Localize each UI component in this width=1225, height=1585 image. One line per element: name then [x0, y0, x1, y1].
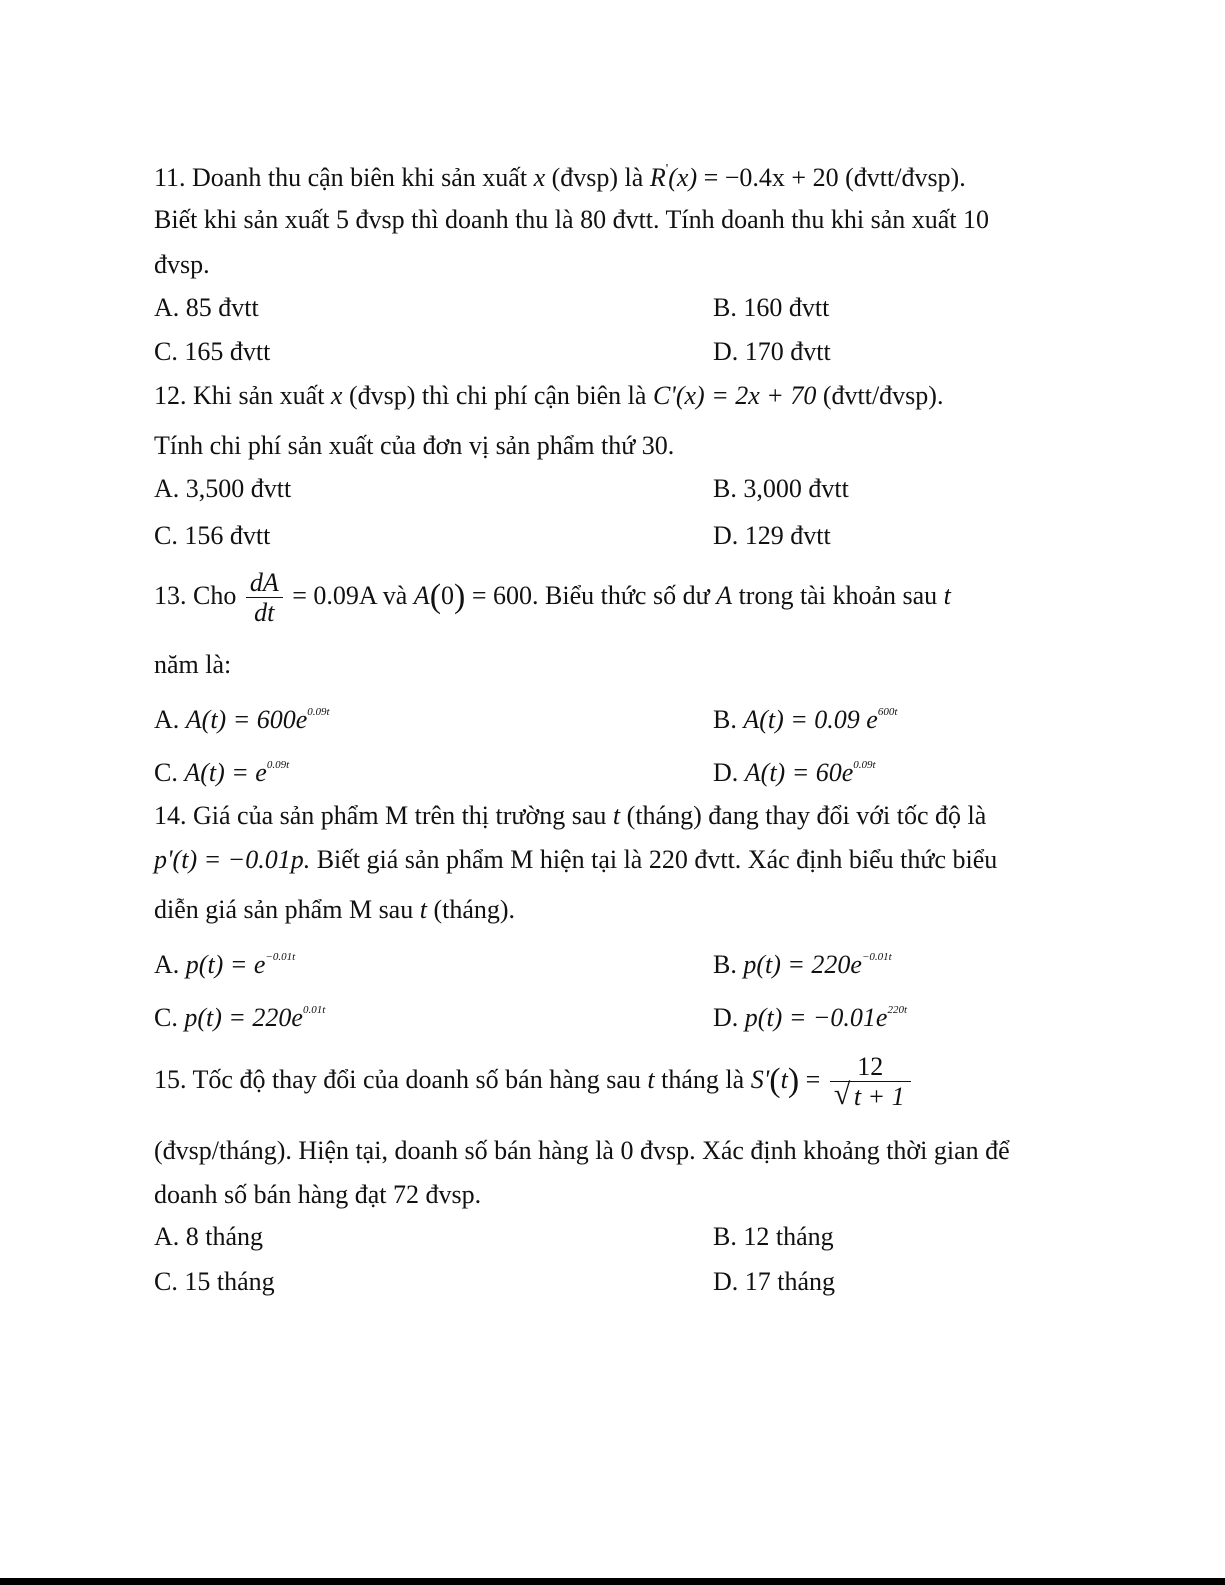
q11-formula-unit: (đvtt/đvsp).: [845, 163, 966, 192]
q13-b-exp: 600t: [877, 706, 898, 718]
q13-b-expr: A(t) = 0.09 e: [743, 705, 878, 734]
q12-stem-line1: [154, 380, 943, 412]
q13-option-b[interactable]: [713, 696, 897, 736]
q13-a-exp: 0.09t: [307, 706, 330, 718]
q13-fraction: [246, 569, 283, 628]
q13-var-A: A: [716, 581, 733, 610]
q11-unit: (đvsp) là: [551, 163, 644, 192]
q14-b-expr: p(t) = 220e: [743, 950, 862, 979]
q12-option-d[interactable]: D. 129 đvtt: [713, 521, 831, 550]
q15-stem-line1: 15. Tốc độ thay đổi của doanh số bán hàng sau t tháng là S'(t) = 12 √ t + 1: [154, 1048, 914, 1113]
q13-option-d[interactable]: [713, 749, 876, 789]
q11-stem-line3: đvsp.: [154, 250, 210, 279]
q13-c-expr: A(t) = e: [184, 758, 267, 787]
q14-text-b: (tháng) đang thay đổi với tốc độ là: [626, 801, 987, 830]
q14-d-label: D.: [713, 1003, 739, 1032]
q13-b-label: B.: [713, 705, 737, 734]
q11-option-c[interactable]: C. 165 đvtt: [154, 337, 271, 366]
q12-var-x: x: [330, 381, 343, 410]
q15-option-d[interactable]: D. 17 tháng: [713, 1267, 836, 1296]
q12-option-c[interactable]: C. 156 đvtt: [154, 521, 271, 550]
q12-formula: C'(x) = 2x + 70: [652, 381, 817, 410]
q15-option-a[interactable]: A. 8 tháng: [154, 1222, 264, 1251]
q14-formula: p'(t) = −0.01p.: [154, 845, 311, 874]
q13-a-label: A.: [154, 705, 180, 734]
q14-c-expr: p(t) = 220e: [184, 1003, 303, 1032]
q14-b-label: B.: [713, 950, 737, 979]
q12-text-b: (đvsp) thì chi phí cận biên là: [348, 381, 647, 410]
q14-stem-line3: [154, 894, 515, 926]
q14-stem-line2: [154, 844, 997, 876]
q11-formula-prime: ': [665, 162, 669, 177]
q14-text-a: 14. Giá của sản phẩm M trên thị trường sau: [154, 801, 607, 830]
q14-text-line3b: (tháng).: [433, 895, 516, 924]
q14-c-exp: 0.01t: [302, 1004, 326, 1016]
q13-var-t: t: [943, 581, 951, 610]
q14-stem-line1: [154, 800, 986, 832]
q13-option-a[interactable]: [154, 696, 330, 736]
q13-option-c[interactable]: [154, 749, 289, 789]
q12-text-a: 12. Khi sản xuất: [154, 381, 325, 410]
q15-option-c[interactable]: C. 15 tháng: [154, 1267, 275, 1296]
q14-option-a[interactable]: [154, 941, 295, 981]
q13-stem-line1: 13. Cho $\frac{dA}{dt}$ = 0.09A và A(0) = 600. Biểu thức số dư A trong tài khoản sau t: [154, 567, 951, 627]
q11-var-x: x: [533, 163, 546, 192]
sqrt-icon: √: [833, 1077, 851, 1111]
q11-stem-line1: [154, 154, 966, 194]
q15-fn: S': [750, 1065, 770, 1094]
q12-option-a[interactable]: A. 3,500 đvtt: [154, 474, 292, 503]
q15-stem-line3: doanh số bán hàng đạt 72 đvsp.: [154, 1180, 482, 1209]
q12-unit: (đvtt/đvsp).: [822, 381, 944, 410]
q15-text-a: 15. Tốc độ thay đổi của doanh số bán hàng sau: [154, 1065, 641, 1094]
q13-prefix: 13. Cho: [154, 581, 237, 610]
q12-stem-line2: Tính chi phí sản xuất của đơn vị sản phẩm thứ 30.: [154, 431, 675, 460]
q14-var-t-2: t: [419, 895, 427, 924]
q15-stem-line2: (đvsp/tháng). Hiện tại, doanh số bán hàng là 0 đvsp. Xác định khoảng thời gian để: [154, 1136, 1010, 1165]
q13-and: và: [382, 581, 408, 610]
q13-d-exp: 0.09t: [853, 759, 876, 771]
q14-option-d[interactable]: [713, 994, 907, 1034]
q14-c-label: C.: [154, 1003, 178, 1032]
q15-sqrt-content: t + 1: [853, 1081, 905, 1111]
q14-a-label: A.: [154, 950, 180, 979]
q14-d-expr: p(t) = −0.01e: [744, 1003, 888, 1032]
q11-formula-fn: R: [649, 163, 666, 192]
q15-frac-num: 12: [857, 1051, 884, 1081]
q14-text-line2: Biết giá sản phẩm M hiện tại là 220 đvtt. Xác định biểu thức biểu: [316, 845, 998, 874]
q11-option-a[interactable]: A. 85 đvtt: [154, 293, 259, 322]
q13-text2: trong tài khoản sau: [738, 581, 938, 610]
q13-c-label: C.: [154, 758, 178, 787]
q13-eq2-rhs: = 600: [471, 581, 533, 610]
q13-c-exp: 0.09t: [266, 759, 290, 771]
q15-option-b[interactable]: B. 12 tháng: [713, 1222, 834, 1251]
q15-text-b: tháng là: [661, 1065, 745, 1094]
q15-frac-den: [830, 1077, 911, 1112]
q15-sqrt: [833, 1077, 907, 1112]
q13-eq2-arg: 0: [441, 581, 455, 610]
q13-d-label: D.: [713, 758, 739, 787]
q14-a-exp: −0.01t: [265, 951, 296, 963]
q14-var-t: t: [612, 801, 621, 830]
q15-arg: t: [780, 1065, 788, 1094]
q13-d-expr: A(t) = 60e: [744, 758, 854, 787]
q13-eq1: = 0.09A: [292, 581, 377, 610]
q11-text: 11. Doanh thu cận biên khi sản xuất: [154, 163, 528, 192]
q11-stem-line2: Biết khi sản xuất 5 đvsp thì doanh thu là 80 đvtt. Tính doanh thu khi sản xuất 10: [154, 205, 990, 234]
q14-option-c[interactable]: [154, 994, 325, 1034]
q13-eq2-fn: A: [413, 581, 430, 610]
q14-b-exp: −0.01t: [861, 951, 892, 963]
q15-var-t: t: [647, 1065, 655, 1094]
q13-a-expr: A(t) = 600e: [185, 705, 308, 734]
page-bottom-border: [0, 1578, 1225, 1585]
q13-stem-line2: năm là:: [154, 650, 232, 679]
q12-option-b[interactable]: B. 3,000 đvtt: [713, 474, 849, 503]
q13-frac-num: dA: [249, 567, 279, 597]
q13-frac-den: dt: [246, 597, 283, 628]
q11-option-d[interactable]: D. 170 đvtt: [713, 337, 831, 366]
q11-option-b[interactable]: B. 160 đvtt: [713, 293, 830, 322]
q14-option-b[interactable]: [713, 941, 892, 981]
q11-formula-arg: (x): [668, 163, 698, 192]
q14-a-expr: p(t) = e: [185, 950, 266, 979]
q13-text: . Biểu thức số dư: [532, 581, 710, 610]
q14-d-exp: 220t: [887, 1004, 908, 1016]
q14-text-line3a: diễn giá sản phẩm M sau: [154, 895, 414, 924]
q11-formula-rhs: = −0.4x + 20: [697, 163, 839, 192]
q15-eq: =: [805, 1065, 821, 1094]
q15-fraction: [830, 1053, 911, 1112]
